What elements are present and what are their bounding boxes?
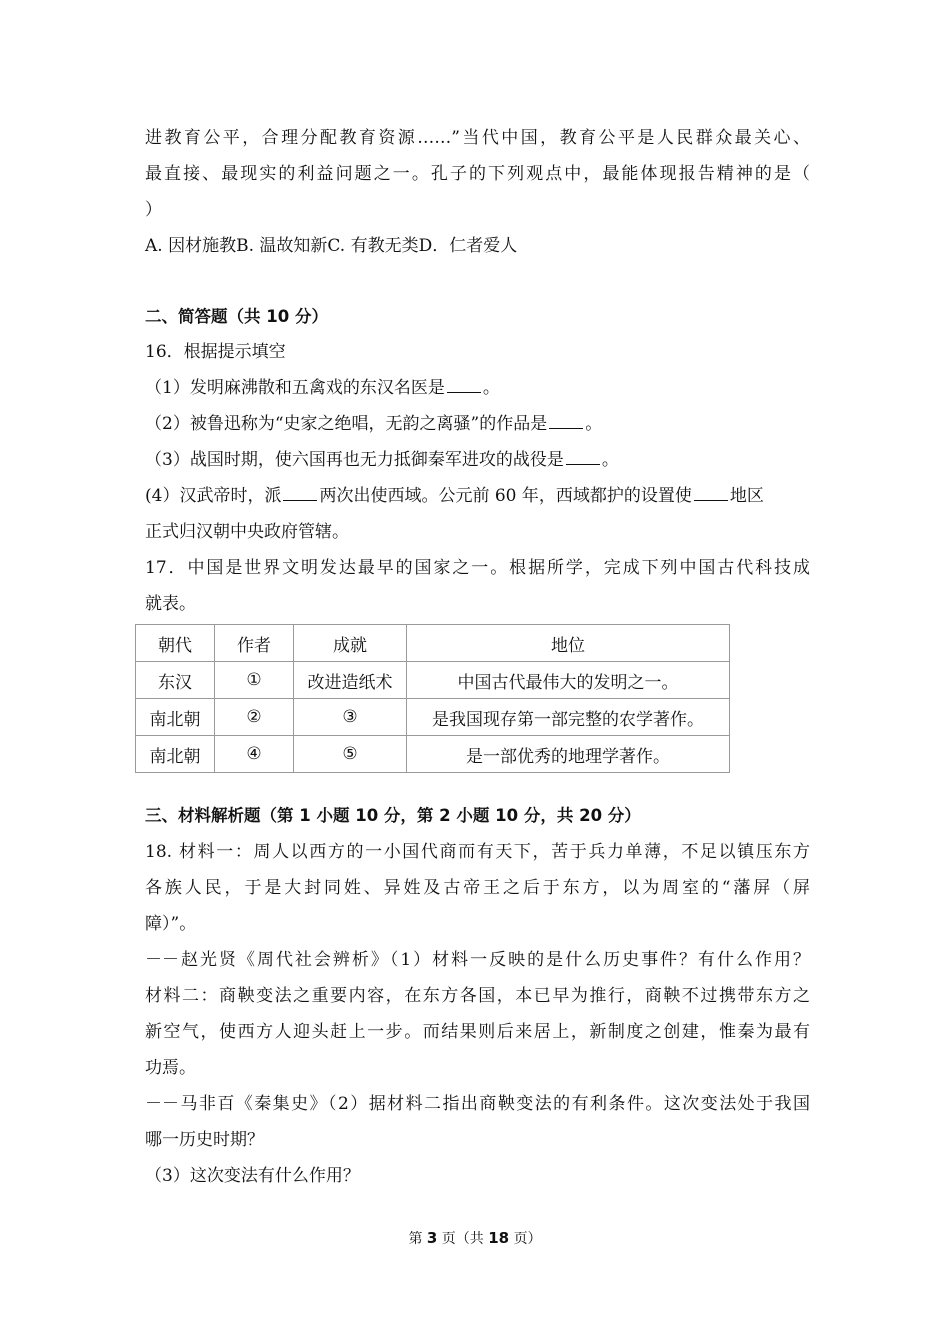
table-header-cell: 成就 xyxy=(294,625,407,662)
q15-text-line3: ） xyxy=(145,200,162,220)
q16-sub4 xyxy=(145,484,810,508)
q18-line10: （3）这次变法有什么作用？ xyxy=(145,1166,360,1186)
footer-prefix: 第 xyxy=(408,1231,423,1247)
table-cell: ③ xyxy=(294,699,407,736)
footer-total-pages: 18 xyxy=(488,1229,510,1247)
q16-sub4-text-b: 两次出使西域。公元前 60 年，西域都护的设置使 xyxy=(319,486,692,506)
q18-line2: 各族人民，于是大封同姓、异姓及古帝王之后于东方，以为周室的“藩屏（屏 xyxy=(145,878,810,898)
answer-blank xyxy=(447,376,481,393)
table-header-cell: 地位 xyxy=(407,625,730,662)
q16-sub2 xyxy=(145,412,810,436)
q18-line8: －－马非百《秦集史》（2）据材料二指出商鞅变法的有利条件。这次变法处于我国 xyxy=(145,1094,810,1114)
section3-heading: 三、材料解析题（第 1 小题 10 分，第 2 小题 10 分，共 20 分） xyxy=(145,806,641,825)
q18-line9: 哪一历史时期？ xyxy=(145,1130,264,1150)
table-cell: 是一部优秀的地理学著作。 xyxy=(407,736,730,773)
table-header-row xyxy=(136,625,730,662)
table-cell: ④ xyxy=(215,736,294,773)
answer-blank xyxy=(283,484,317,501)
table-row xyxy=(136,662,730,699)
table-cell: 东汉 xyxy=(136,662,215,699)
table-cell: 南北朝 xyxy=(136,736,215,773)
table-cell: ⑤ xyxy=(294,736,407,773)
table-header-cell: 作者 xyxy=(215,625,294,662)
table-cell: 中国古代最伟大的发明之一。 xyxy=(407,662,730,699)
q16-sub2-text: （2）被鲁迅称为“史家之绝唱，无韵之离骚”的作品是 xyxy=(145,414,548,434)
footer-suffix: 页） xyxy=(513,1231,542,1247)
q16-stem: 16．根据提示填空 xyxy=(145,342,286,362)
q16-sub3 xyxy=(145,448,810,472)
q15-options: A. 因材施教B. 温故知新C. 有教无类D．仁者爱人 xyxy=(145,236,518,256)
q16-sub4-text-c: 地区 xyxy=(729,486,764,506)
table-cell: 是我国现存第一部完整的农学著作。 xyxy=(407,699,730,736)
q18-line5: 材料二：商鞅变法之重要内容，在东方各国，本已早为推行，商鞅不过携带东方之 xyxy=(145,986,810,1006)
section2-heading: 二、简答题（共 10 分） xyxy=(145,307,328,326)
q16-sub1-end: 。 xyxy=(482,378,500,398)
q18-line4: －－赵光贤《周代社会辨析》（1）材料一反映的是什么历史事件？有什么作用？ xyxy=(145,950,810,970)
q17-text-line1: 17．中国是世界文明发达最早的国家之一。根据所学，完成下列中国古代科技成 xyxy=(145,558,810,578)
q15-text-line2: 最直接、最现实的利益问题之一。孔子的下列观点中，最能体现报告精神的是（ xyxy=(145,164,810,184)
footer-page-number: 3 xyxy=(426,1229,438,1247)
answer-blank xyxy=(549,412,583,429)
q16-sub1-text: （1）发明麻沸散和五禽戏的东汉名医是 xyxy=(145,378,445,398)
q16-sub2-end: 。 xyxy=(585,414,603,434)
table-cell: ② xyxy=(215,699,294,736)
table-row xyxy=(136,699,730,736)
q15-text-line1: 进教育公平，合理分配教育资源……”当代中国，教育公平是人民群众最关心、 xyxy=(145,128,810,148)
q16-sub4-line2: 正式归汉朝中央政府管辖。 xyxy=(145,522,349,542)
answer-blank xyxy=(566,448,600,465)
footer-middle: 页（共 xyxy=(441,1231,484,1247)
table-header-cell: 朝代 xyxy=(136,625,215,662)
q16-sub4-text-a: (4）汉武帝时，派 xyxy=(145,486,282,506)
table-cell: 改进造纸术 xyxy=(294,662,407,699)
q16-sub3-text: （3）战国时期，使六国再也无力抵御秦军进攻的战役是 xyxy=(145,450,564,470)
table-cell: ① xyxy=(215,662,294,699)
page-footer xyxy=(0,1228,950,1249)
answer-blank xyxy=(694,484,728,501)
q16-sub3-end: 。 xyxy=(601,450,619,470)
q17-text-line2: 就表。 xyxy=(145,594,196,614)
achievement-table xyxy=(135,624,730,773)
table-row xyxy=(136,736,730,773)
table-cell: 南北朝 xyxy=(136,699,215,736)
q18-line6: 新空气，使西方人迎头赶上一步。而结果则后来居上，新制度之创建，惟秦为最有 xyxy=(145,1022,810,1042)
q18-line7: 功焉。 xyxy=(145,1058,196,1078)
q18-line1: 18. 材料一：周人以西方的一小国代商而有天下，苦于兵力单薄，不足以镇压东方 xyxy=(145,842,810,862)
q18-line3: 障）”。 xyxy=(145,914,197,934)
q16-sub1 xyxy=(145,376,810,400)
